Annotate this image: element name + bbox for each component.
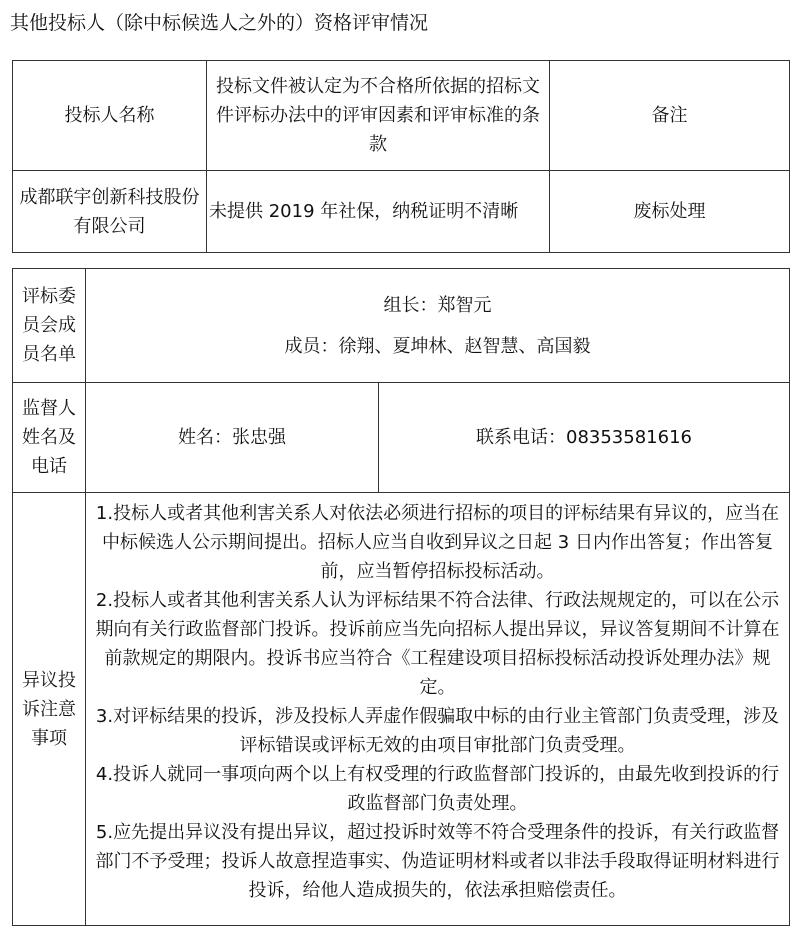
info-table [12,268,790,926]
committee-leader: 组长：郑智元 [383,294,492,316]
remark: 废标处理 [550,171,790,253]
committee-label: 评标委员会成员名单 [13,269,86,383]
notice-item: 4.投诉人就同一事项向两个以上有权受理的行政监督部门投诉的，由最先收到投诉的行政监督部门负责处理。 [95,764,780,814]
notice-item: 3.对评标结果的投诉，涉及投标人弄虚作假骗取中标的由行业主管部门负责受理，涉及评标错误或评标无效的由项目审批部门负责受理。 [95,706,780,756]
notice-content [86,493,790,926]
supervisor-phone: 联系电话：08353581616 [379,383,790,493]
committee-members [86,269,790,383]
committee-member-list: 成员：徐翔、夏坤林、赵智慧、高国毅 [284,335,591,357]
bidders-table [12,60,790,253]
header-remark: 备注 [550,61,790,171]
notice-row [13,493,790,926]
notice-item: 1.投标人或者其他利害关系人对依法必须进行招标的项目的评标结果有异议的，应当在中标候选人公示期间提出。招标人应当自收到异议之日起 3 日内作出答复；作出答复前，应当暂停招标投标活动。 [95,503,780,582]
section-title: 其他投标人（除中标候选人之外的）资格评审情况 [10,12,429,34]
table-header-row [13,61,790,171]
supervisor-label: 监督人姓名及电话 [13,383,86,493]
supervisor-row [13,383,790,493]
header-bidder-name: 投标人名称 [13,61,207,171]
bidder-name: 成都联宇创新科技股份有限公司 [13,171,207,253]
committee-row [13,269,790,383]
notice-item: 2.投标人或者其他利害关系人认为评标结果不符合法律、行政法规规定的，可以在公示期向有关行政监督部门投诉。投诉前应当先向招标人提出异议，异议答复期间不计算在前款规定的期限内。投诉书应当符合《工程建设项目招标投标活动投诉处理办法》规定。 [95,590,780,698]
supervisor-name: 姓名：张忠强 [86,383,379,493]
disqualify-reason: 未提供 2019 年社保，纳税证明不清晰 [207,171,550,253]
notice-label: 异议投诉注意事项 [13,493,86,926]
table-row [13,171,790,253]
header-reason: 投标文件被认定为不合格所依据的招标文件评标办法中的评审因素和评审标准的条款 [207,61,550,171]
notice-item: 5.应先提出异议没有提出异议，超过投诉时效等不符合受理条件的投诉，有关行政监督部门不予受理；投诉人故意捏造事实、伪造证明材料或者以非法手段取得证明材料进行投诉，给他人造成损失的，依法承担赔偿责任。 [95,822,780,901]
